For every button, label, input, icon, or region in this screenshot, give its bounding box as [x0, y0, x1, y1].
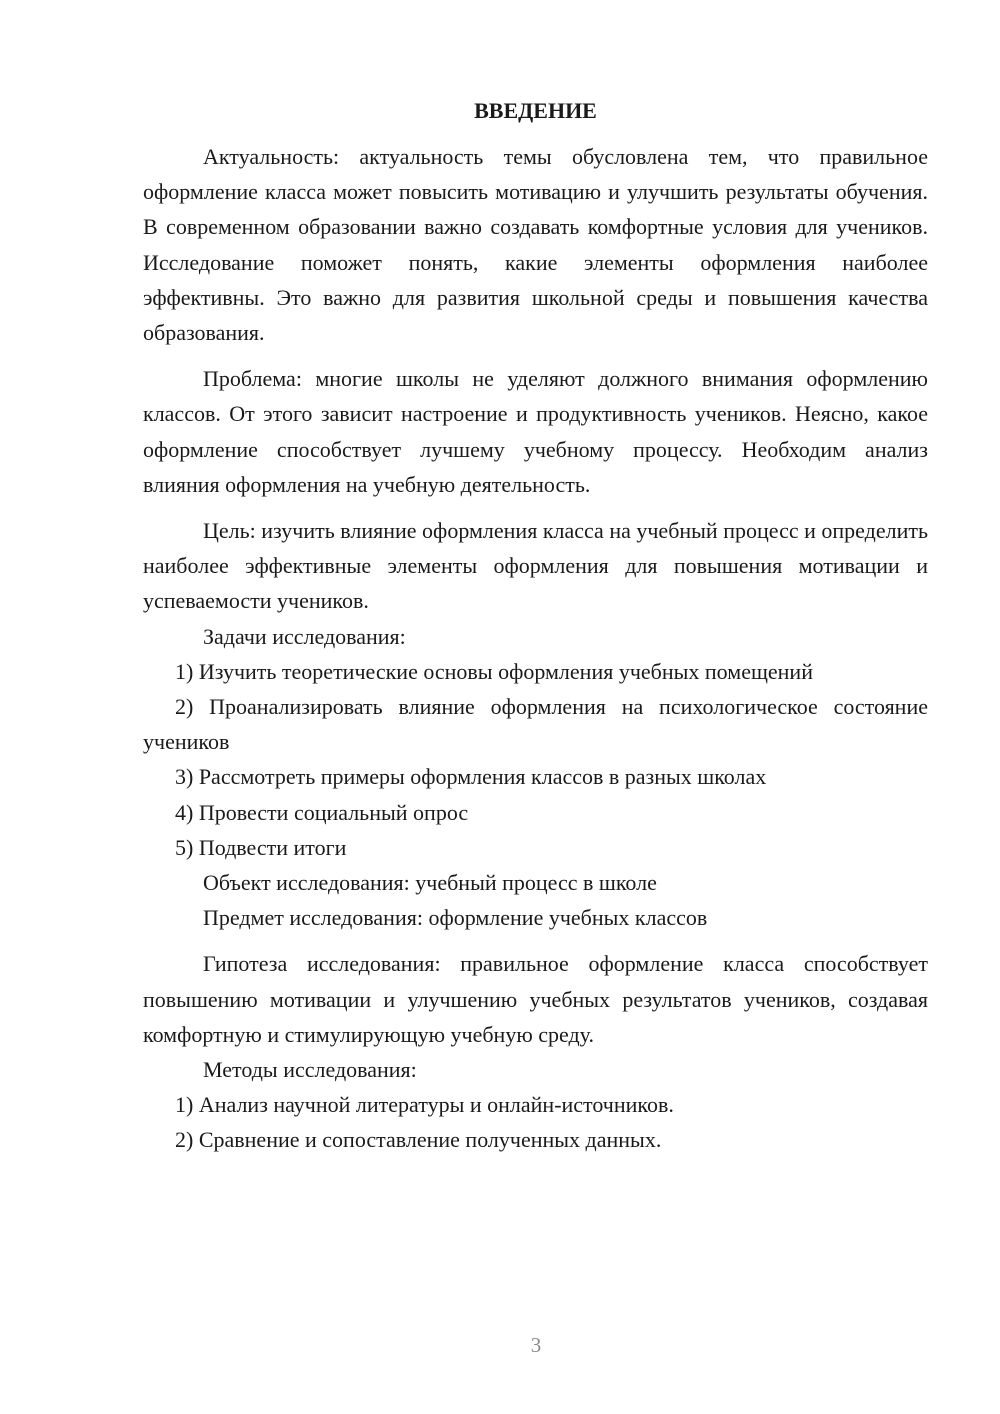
- page-content: [143, 96, 928, 1158]
- list-item: 1) Анализ научной литературы и онлайн-источников.: [175, 1092, 674, 1118]
- list-item: 2) Сравнение и сопоставление полученных данных.: [175, 1127, 662, 1153]
- paragraph-subject: Предмет исследования: оформление учебных классов: [203, 905, 708, 931]
- tasks-list: [143, 654, 928, 865]
- list-item: 2) Проанализировать влияние оформления на психологическое состояние учеников: [143, 694, 928, 755]
- paragraph-problem: Проблема: многие школы не уделяют должного внимания оформлению классов. От этого зависит настроение и продуктивность учеников. Неясно, какое оформление способствует лучшему учебному процессу. Необходим анализ влияния оформления на учебную деятельность.: [143, 366, 928, 497]
- paragraph-goal: Цель: изучить влияние оформления класса на учебный процесс и определить наиболее эффективные элементы оформления для повышения мотивации и успеваемости учеников.: [143, 518, 928, 614]
- paragraph-hypothesis: Гипотеза исследования: правильное оформление класса способствует повышению мотивации и улучшению учебных результатов учеников, создавая комфортную и стимулирующую учебную среду.: [143, 951, 928, 1047]
- paragraph-object: Объект исследования: учебный процесс в школе: [203, 870, 657, 896]
- list-item: 1) Изучить теоретические основы оформления учебных помещений: [175, 658, 813, 684]
- methods-heading: Методы исследования:: [203, 1057, 417, 1083]
- page-title: ВВЕДЕНИЕ: [474, 98, 597, 123]
- methods-list: [143, 1087, 928, 1157]
- list-item: 5) Подвести итоги: [175, 834, 347, 860]
- tasks-heading: Задачи исследования:: [203, 623, 406, 649]
- paragraph-actuality: Актуальность: актуальность темы обусловлена тем, что правильное оформление класса может повысить мотивацию и улучшить результаты обучения. В современном образовании важно создавать комфортные условия для учеников. Исследование поможет понять, какие элементы оформления наиболее эффективны. Это важно для развития школьной среды и повышения качества образования.: [143, 144, 928, 346]
- list-item: 3) Рассмотреть примеры оформления классов в разных школах: [175, 764, 767, 790]
- page-number: 3: [530, 1333, 542, 1357]
- list-item: 4) Провести социальный опрос: [175, 799, 469, 825]
